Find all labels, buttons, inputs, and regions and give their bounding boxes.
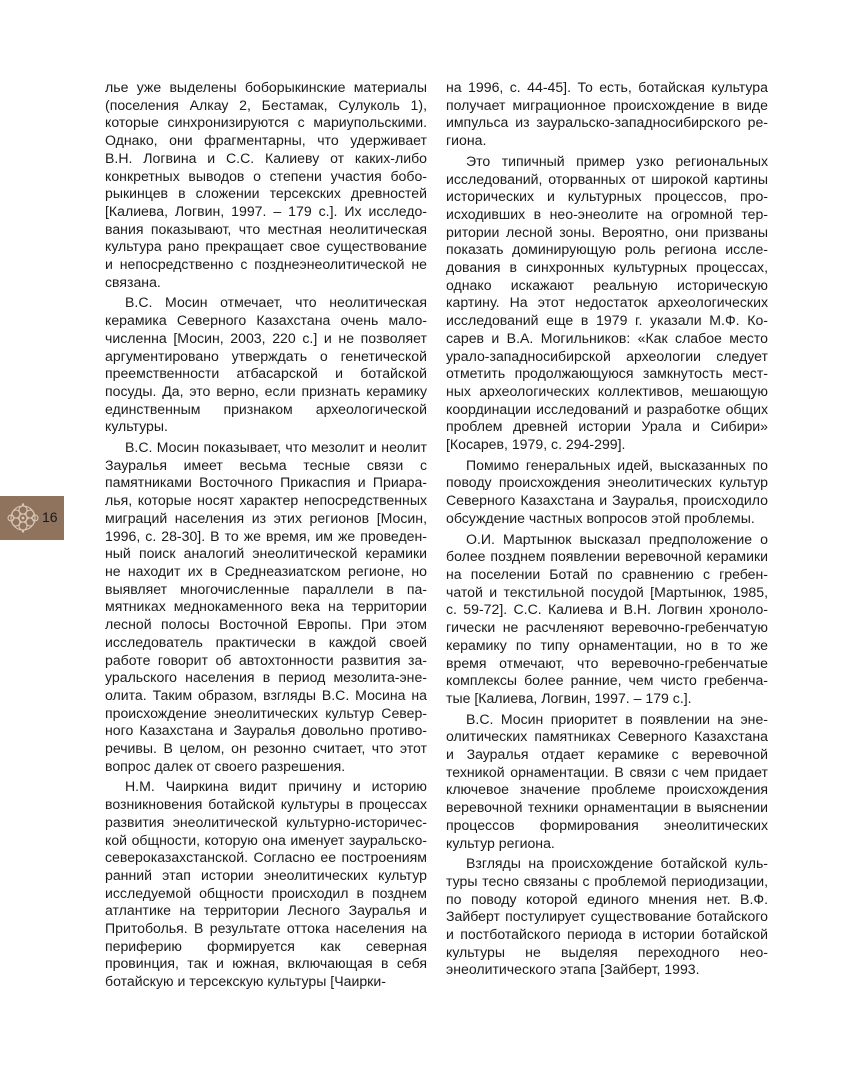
paragraph: В.С. Мосин отмечает, что неолитическая керамика Северного Казахстана очень малочисленна [Мосин, 2003, 220 с.] и не позволяет аргументировано утверждать о генетической преемственности атбасарской и ботайской посуды. Да, это верно, если признать керамику единственным признаком археологической культуры. xyxy=(105,294,427,435)
paragraph: на 1996, с. 44-45]. То есть, ботайская культура получает миграционное происхождение в виде импульса из зауральско-западносибирского региона. xyxy=(446,79,768,149)
paragraph: О.И. Мартынюк высказал предположение о более позднем появлении веревочной керамики на поселении Ботай по сравнению с гребенчатой и текстильной посудой [Мартынюк, 1985, с. 59-72]. С.С. Калиева и В.Н. Логвин хронологически не расчленяют веревочно-гребенчатую керамику по типу орнаментации, но в то же время отмечают, что веревочно-гребенчатые комплексы более ранние, чем чисто гребенчатые [Калиева, Логвин, 1997. – 179 с.]. xyxy=(446,530,768,706)
page-number-tab xyxy=(0,496,64,540)
paragraph: Это типичный пример узко региональных исследований, оторванных от широкой картины исторических и культурных процессов, происходивших в нео-энеолите на огромной территории лесной зоны. Вероятно, они призваны показать доминирующую роль региона исследования в синхронных культурных процессах, однако искажают реальную историческую картину. На этот недостаток археологических исследований еще в 1979 г. указали М.Ф. Косарев и В.А. Могильников: «Как слабое место урало-западносибирской археологии следует отметить продолжающуюся замкнутость местных археологических коллективов, мешающую координации исследований и разработке общих проблем древней истории Урала и Сибири» [Косарев, 1979, с. 294-299]. xyxy=(446,152,768,453)
left-text-column xyxy=(105,79,427,991)
paragraph: В.С. Мосин показывает, что мезолит и неолит Зауралья имеет весьма тесные связи с памятниками Восточного Прикаспия и Приаралья, которые носят характер непосредственных миграций населения из этих регионов [Мосин, 1996, с. 28-30]. В то же время, им же проведенный поиск аналогий энеолитической керамики не находит их в Среднеазиатском регионе, но выявляет многочисленные параллели в памятниках меднокаменного века на территории лесной полосы Восточной Европы. При этом исследователь практически в каждой своей работе говорит об автохтонности развития зауральского населения в период мезолита-энеолита. Таким образом, взгляды В.С. Мосина на происхождение энеолитических культур Северного Казахстана и Зауралья довольно противоречивы. В целом, он резонно считает, что этот вопрос далек от своего разрешения. xyxy=(105,439,427,774)
paragraph: В.С. Мосин приоритет в появлении на энеолитических памятниках Северного Казахстана и Зауралья отдает керамике с веревочной техникой орнаментации. В связи с чем придает ключевое значение проблеме происхождения веревочной техники орнаментации в выяснении процессов формирования энеолитических культур региона. xyxy=(446,710,768,851)
floral-ornament-icon xyxy=(5,501,41,535)
page-number: 16 xyxy=(42,509,58,525)
paragraph: Помимо генеральных идей, высказанных по поводу происхождения энеолитических культур Северного Казахстана и Зауралья, происходило обсуждение частных вопросов этой проблемы. xyxy=(446,456,768,526)
right-text-column xyxy=(446,79,768,979)
paragraph: Взгляды на происхождение ботайской культуры тесно связаны с проблемой периодизации, по поводу которой единого мнения нет. В.Ф. Зайберт постулирует существование ботайского и постботайского периода в истории ботайской культуры не выделяя переходного нео-энеолитического этапа [Зайберт, 1993. xyxy=(446,855,768,978)
paragraph: лье уже выделены боборыкинские материалы (поселения Алкау 2, Бестамак, Сулуколь 1), которые синхронизируются с мариупольскими. Однако, они фрагментарны, что удерживает В.Н. Логвина и С.С. Калиеву от каких-либо конкретных выводов о степени участия боборыкинцев в сложении терсекских древностей [Калиева, Логвин, 1997. – 179 с.]. Их исследования показывают, что местная неолитическая культура рано прекращает свое существование и непосредственно с позднеэнеолитической не связана. xyxy=(105,79,427,290)
paragraph: Н.М. Чаиркина видит причину и историю возникновения ботайской культуры в процессах развития энеолитической культурно-исторической общности, которую она именует зауральско-североказахстанской. Согласно ее построениям ранний этап истории энеолитических культур исследуемой общности происходил в позднем атлантике на территории Лесного Зауралья и Притоболья. В результате оттока населения на периферию формируется как северная провинция, так и южная, включающая в себя ботайскую и терсекскую культуры [Чаирки- xyxy=(105,778,427,990)
